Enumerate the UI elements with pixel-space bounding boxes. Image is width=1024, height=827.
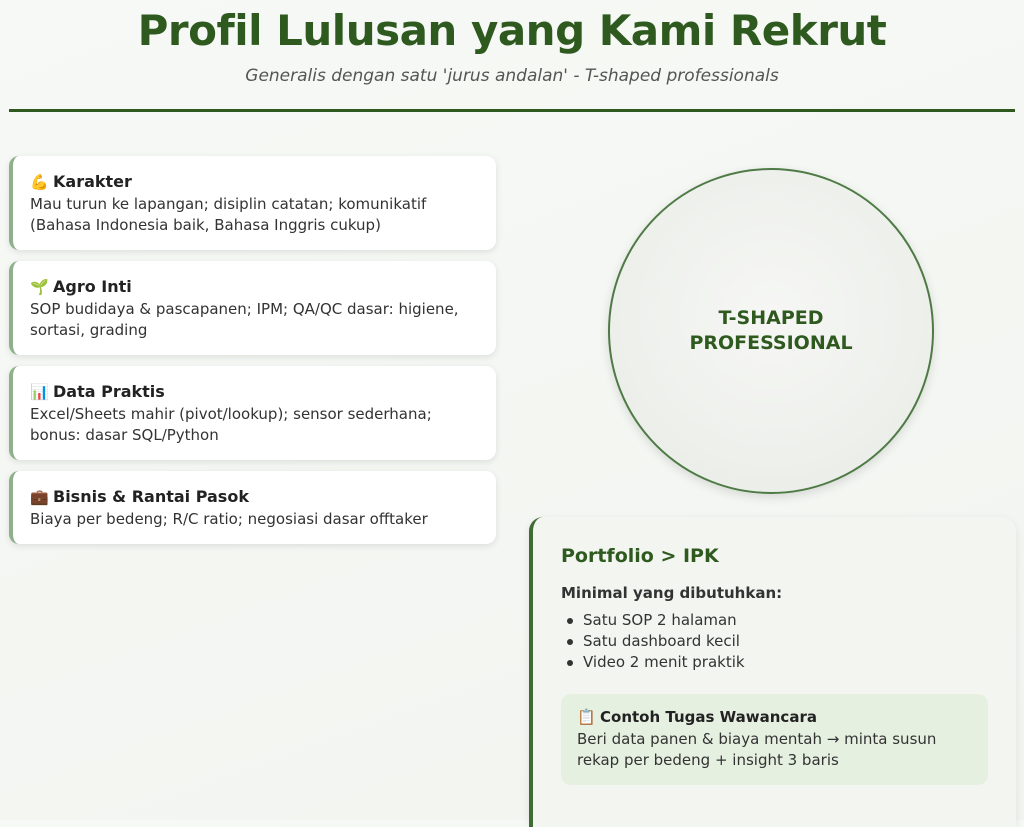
bar-chart-icon: 📊 (30, 382, 49, 401)
bullet-icon (567, 618, 573, 624)
card-title: Agro Inti (53, 277, 132, 296)
briefcase-icon: 💼 (30, 487, 49, 506)
list-item-text: Satu SOP 2 halaman (583, 611, 737, 629)
card-title: Data Praktis (53, 382, 165, 401)
page-title: Profil Lulusan yang Kami Rekrut (137, 6, 887, 55)
card-karakter (9, 156, 496, 250)
bullet-icon (567, 639, 573, 645)
page-subtitle: Generalis dengan satu 'jurus andalan' - T-shaped professionals (245, 66, 779, 86)
t-shaped-circle (608, 168, 934, 494)
card-agro-inti (9, 261, 496, 355)
card-header (30, 487, 480, 506)
flexed-biceps-icon: 💪 (30, 172, 49, 191)
task-title: Contoh Tugas Wawancara (600, 708, 817, 726)
portfolio-title: Portfolio > IPK (561, 545, 719, 567)
card-body: Biaya per bedeng; R/C ratio; negosiasi dasar offtaker (30, 510, 428, 528)
card-header (30, 382, 480, 401)
seedling-icon: 🌱 (30, 277, 49, 296)
header-divider (9, 109, 1015, 112)
card-bisnis (9, 471, 496, 544)
interview-task-box (561, 694, 988, 785)
portfolio-subtitle: Minimal yang dibutuhkan: (561, 584, 783, 602)
task-header (577, 708, 972, 726)
profile-cards (9, 156, 496, 555)
list-item (567, 631, 988, 652)
list-item-text: Video 2 menit praktik (583, 653, 745, 671)
card-body: Mau turun ke lapangan; disiplin catatan; komunikatif (Bahasa Indonesia baik, Bahasa Inggris cukup) (30, 195, 427, 234)
list-item (567, 652, 988, 673)
list-item (567, 610, 988, 631)
clipboard-icon: 📋 (577, 708, 596, 726)
card-title: Bisnis & Rantai Pasok (53, 487, 249, 506)
card-header (30, 277, 480, 296)
card-data-praktis (9, 366, 496, 460)
card-body: SOP budidaya & pascapanen; IPM; QA/QC dasar: higiene, sortasi, grading (30, 300, 459, 339)
portfolio-list (561, 610, 988, 673)
card-title: Karakter (53, 172, 132, 191)
circle-label: T-SHAPED PROFESSIONAL (689, 307, 853, 354)
card-body: Excel/Sheets mahir (pivot/lookup); sensor sederhana; bonus: dasar SQL/Python (30, 405, 432, 444)
card-header (30, 172, 480, 191)
portfolio-panel (529, 517, 1016, 827)
list-item-text: Satu dashboard kecil (583, 632, 740, 650)
task-body: Beri data panen & biaya mentah → minta susun rekap per bedeng + insight 3 baris (577, 730, 937, 769)
bullet-icon (567, 660, 573, 666)
